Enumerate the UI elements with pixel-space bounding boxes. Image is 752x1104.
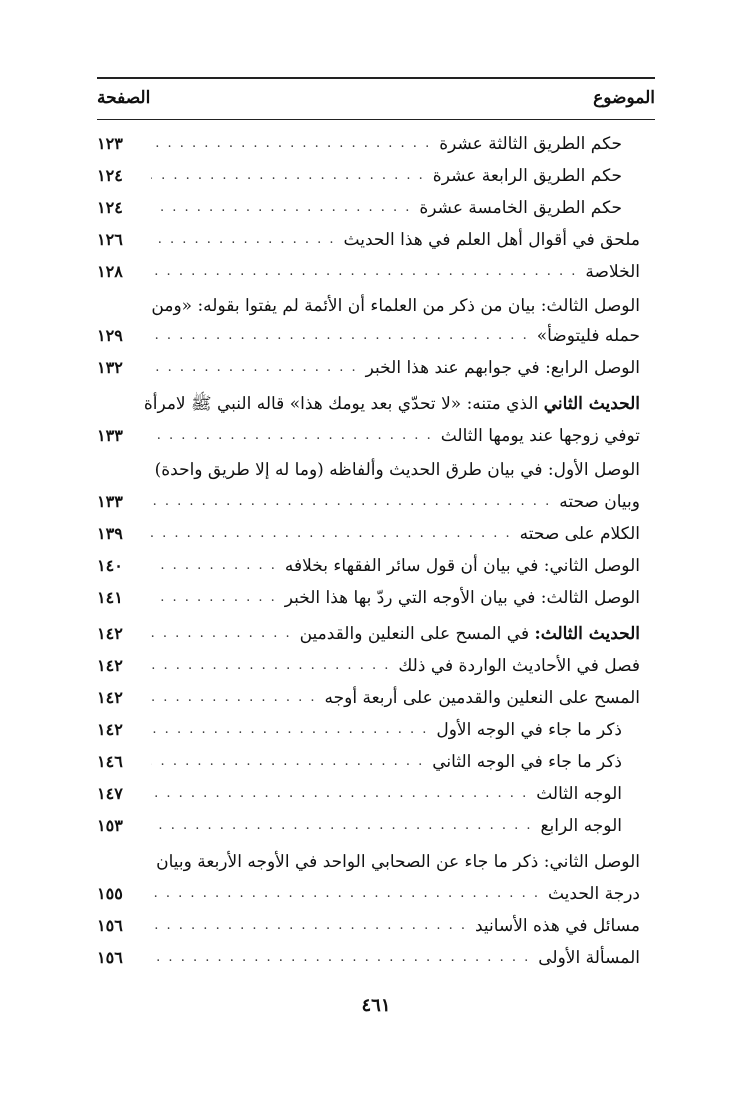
toc-entry-page: ١٥٦ xyxy=(97,916,123,935)
toc-entry-text: الوصل الثالث: بيان من ذكر من العلماء أن الأئمة لم يفتوا بقوله: «ومن xyxy=(151,296,640,316)
toc-entry-page: ١٢٦ xyxy=(97,230,123,249)
toc-entry-page: ١٣٣ xyxy=(97,426,123,445)
toc-entry-text: ذكر ما جاء في الوجه الثاني xyxy=(432,752,622,772)
dot-leader xyxy=(151,942,530,974)
toc-entry-text: حمله فليتوضأ» xyxy=(536,326,640,346)
toc-entry xyxy=(97,650,640,682)
toc-entry-page: ١٢٤ xyxy=(97,166,123,185)
toc-entry-title xyxy=(398,650,640,682)
toc-entry xyxy=(97,910,640,942)
toc-entry-lead: الحديث الثالث: xyxy=(534,624,640,644)
dot-leader xyxy=(151,810,533,842)
toc-entry-title xyxy=(433,160,622,192)
toc-entry-text: درجة الحديث xyxy=(547,884,640,904)
toc-entry-page: ١٢٨ xyxy=(97,262,123,281)
toc-entry xyxy=(97,160,622,192)
toc-entry-title xyxy=(538,942,640,974)
toc-entry-page: ١٣٣ xyxy=(97,492,123,511)
toc-entry-title xyxy=(541,810,623,842)
dot-leader xyxy=(151,518,512,550)
toc-entry-page: ١٢٣ xyxy=(97,134,123,153)
toc-entry-title xyxy=(419,192,622,224)
toc-entry-page: ١٤٧ xyxy=(97,784,123,803)
toc-entry-title xyxy=(439,128,622,160)
toc-entry xyxy=(97,682,640,714)
page-number: ٤٦١ xyxy=(361,995,391,1016)
dot-leader xyxy=(151,224,336,256)
toc-entry-text: الوصل الثاني: ذكر ما جاء عن الصحابي الواحد في الأوجه الأربعة وبيان xyxy=(156,852,640,872)
toc-entry-text: المسألة الأولى xyxy=(538,948,640,968)
toc-entry-text: توفي زوجها عند يومها الثالث xyxy=(440,426,640,446)
toc-entry-page: ١٤١ xyxy=(97,588,123,607)
toc-entry-page: ١٣٩ xyxy=(97,524,123,543)
toc-entry-text: ملحق في أقوال أهل العلم في هذا الحديث xyxy=(343,230,640,250)
dot-leader xyxy=(151,256,577,288)
toc-entry xyxy=(97,846,640,878)
toc-entry-text: الوصل الثاني: في بيان أن قول سائر الفقهاء بخلافه xyxy=(284,556,640,576)
toc-entry xyxy=(97,778,622,810)
toc-entry-title xyxy=(559,486,640,518)
toc-entry-title xyxy=(155,454,640,486)
toc-entry-title xyxy=(585,256,640,288)
toc-entry-page: ١٤٢ xyxy=(97,656,123,675)
toc-entry-title xyxy=(537,320,640,352)
toc-entry-text: ذكر ما جاء في الوجه الأول xyxy=(436,720,622,740)
dot-leader xyxy=(151,128,431,160)
dot-leader xyxy=(151,320,529,352)
toc-entry xyxy=(97,320,640,352)
toc-entry-title xyxy=(285,582,640,614)
toc-entry-title xyxy=(366,352,640,384)
dot-leader xyxy=(151,910,467,942)
toc-entry xyxy=(97,618,640,650)
toc-entry-title xyxy=(156,846,640,878)
toc-entry-page: ١٤٢ xyxy=(97,688,123,707)
toc-entry-text: فصل في الأحاديث الواردة في ذلك xyxy=(398,656,640,676)
toc-entry xyxy=(97,256,640,288)
toc-entry-lead: الحديث الثاني xyxy=(543,394,640,414)
dot-leader xyxy=(151,682,317,714)
toc-entry-text: الخلاصة xyxy=(585,262,640,282)
toc-entry-text: حكم الطريق الرابعة عشرة xyxy=(432,166,622,186)
toc-entry-text: وبيان صحته xyxy=(559,492,640,512)
toc-entry-page: ١٢٤ xyxy=(97,198,123,217)
toc-entry-page: ١٤٢ xyxy=(97,720,123,739)
dot-leader xyxy=(151,778,528,810)
top-rule xyxy=(97,77,655,79)
toc-entry-text: حكم الطريق الخامسة عشرة xyxy=(419,198,622,218)
dot-leader xyxy=(151,486,551,518)
toc-entry xyxy=(97,224,640,256)
toc-entry xyxy=(97,128,622,160)
toc-entry-title xyxy=(151,290,640,322)
toc-entry-text: في المسح على النعلين والقدمين xyxy=(299,624,535,644)
toc-entry xyxy=(97,420,640,452)
dot-leader xyxy=(151,714,428,746)
toc-entry xyxy=(97,192,622,224)
toc-entry xyxy=(97,454,640,486)
toc-entry-text: الوجه الرابع xyxy=(540,816,622,836)
toc-entry-page: ١٥٣ xyxy=(97,816,123,835)
toc-entry-title xyxy=(144,388,640,420)
toc-entry-title xyxy=(436,714,622,746)
toc-entry xyxy=(97,486,640,518)
toc-entry-title xyxy=(344,224,640,256)
toc-entry-title xyxy=(285,550,640,582)
toc-entry-text: الوصل الأول: في بيان طرق الحديث وألفاظه (وما له إلا طريق واحدة) xyxy=(154,460,640,480)
dot-leader xyxy=(151,582,277,614)
toc-entry-page: ١٢٩ xyxy=(97,326,123,345)
dot-leader xyxy=(151,618,292,650)
toc-entry xyxy=(97,582,640,614)
dot-leader xyxy=(151,650,390,682)
toc-entry-title xyxy=(432,746,622,778)
toc-entry xyxy=(97,290,640,322)
toc-entry-text: الذي متنه: «لا تحدّي بعد يومك هذا» قاله النبي ﷺ لامرأة xyxy=(143,394,544,414)
toc-entry xyxy=(97,746,622,778)
toc-entry-text: الوصل الثالث: في بيان الأوجه التي ردّ بها هذا الخبر xyxy=(284,588,640,608)
dot-leader xyxy=(151,550,277,582)
topic-column-header: الموضوع xyxy=(593,88,655,108)
toc-entry xyxy=(97,388,640,420)
dot-leader xyxy=(151,192,411,224)
toc-entry-text: المسح على النعلين والقدمين على أربعة أوجه xyxy=(324,688,640,708)
toc-entry-title xyxy=(520,518,640,550)
dot-leader xyxy=(151,420,433,452)
toc-entry-page: ١٤٦ xyxy=(97,752,123,771)
toc-entry-title xyxy=(441,420,640,452)
toc-entry-text: مسائل في هذه الأسانيد xyxy=(475,916,640,936)
toc-entry xyxy=(97,518,640,550)
toc-entry-text: الوجه الثالث xyxy=(536,784,622,804)
toc-entry xyxy=(97,942,640,974)
toc-entry-page: ١٥٦ xyxy=(97,948,123,967)
header-rule xyxy=(97,119,655,120)
toc-entry-page: ١٥٥ xyxy=(97,884,123,903)
toc-entry xyxy=(97,550,640,582)
dot-leader xyxy=(151,746,424,778)
toc-entry-page: ١٤٠ xyxy=(97,556,123,575)
dot-leader xyxy=(151,352,358,384)
toc-entry xyxy=(97,878,640,910)
page-column-header: الصفحة xyxy=(97,88,151,108)
toc-entry-text: الكلام على صحته xyxy=(519,524,640,544)
toc-entry-title xyxy=(300,618,640,650)
dot-leader xyxy=(151,160,425,192)
toc-entry-title xyxy=(548,878,640,910)
toc-entry-page: ١٤٢ xyxy=(97,624,123,643)
toc-entry xyxy=(97,352,640,384)
toc-entry xyxy=(97,810,622,842)
toc-entry-title xyxy=(536,778,622,810)
toc-entry-title xyxy=(325,682,640,714)
toc-entry-text: حكم الطريق الثالثة عشرة xyxy=(439,134,622,154)
toc-entry-title xyxy=(475,910,640,942)
toc-entry xyxy=(97,714,622,746)
toc-entry-page: ١٣٢ xyxy=(97,358,123,377)
toc-entry-text: الوصل الرابع: في جوابهم عند هذا الخبر xyxy=(365,358,640,378)
dot-leader xyxy=(151,878,540,910)
